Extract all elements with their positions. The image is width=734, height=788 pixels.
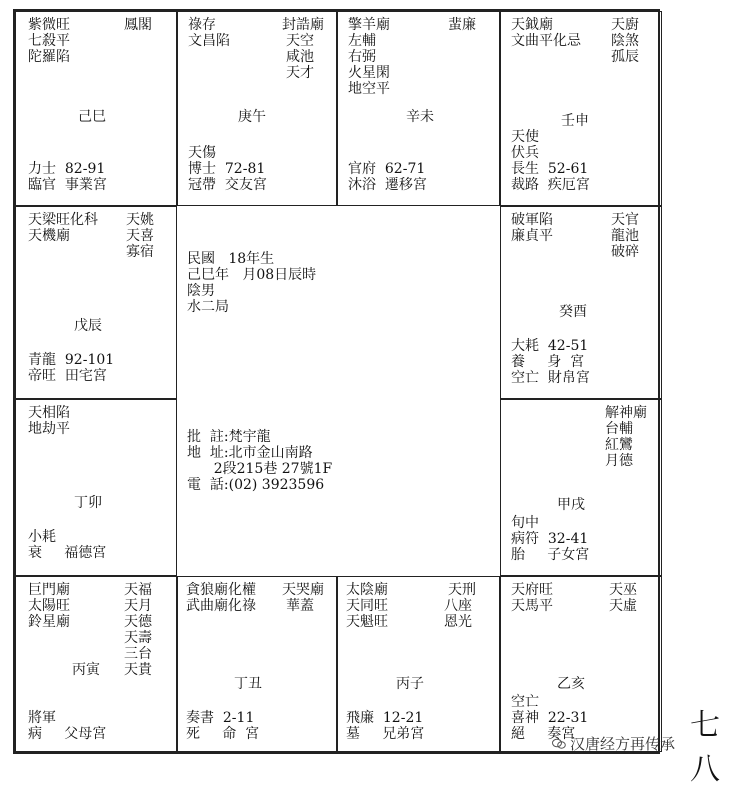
palace-zi-star-1: 太陰廟 [346,582,388,598]
palace-mao-bottom-2: 衰 福德宮 [28,545,107,561]
palace-chen-minor-3: 寡宿 [126,244,154,260]
page-number: 七八 [690,708,720,787]
palace-chou-bottom-2: 死 命 宮 [186,726,260,742]
palace-chou-branch: 丁丑 [234,676,262,692]
palace-shen-bottom-1: 天使 [511,129,539,145]
palace-wei-star-2: 左輔 [348,33,376,49]
palace-chen-star-2: 天機廟 [28,228,70,244]
palace-mao-star-2: 地劫平 [28,421,70,437]
palace-hai-bottom-2: 喜神 22-31 [511,710,589,726]
palace-xu-branch: 甲戌 [557,497,585,513]
palace-yin-star-2: 太陽旺 [28,598,70,614]
palace-yin-star-1: 巨門廟 [28,582,70,598]
palace-shen-bottom-3: 長生 52-61 [511,161,589,177]
palace-mao-bottom-1: 小耗 [28,529,56,545]
palace-shen-minor-2: 陰煞 [611,33,639,49]
palace-zi [337,576,500,752]
palace-shen-bottom-4: 裁路 疾厄宮 [511,177,590,193]
palace-hai-bottom-3: 絕 奏宮 [511,726,576,742]
palace-you-minor-1: 天官 [611,212,639,228]
palace-you-bottom-3: 空亡 財帛宮 [511,370,590,386]
palace-wei-branch: 辛未 [406,109,434,125]
palace-wei [337,11,500,206]
palace-wu [177,11,337,206]
palace-si-bottom-2: 臨官 事業宮 [28,177,107,193]
watermark [552,733,675,754]
palace-mao-branch: 丁卯 [74,495,102,511]
center-annotator: 批 註:梵宇龍 [187,429,271,445]
palace-xu-minor-1: 解神廟 [605,405,647,421]
palace-wei-minor-1: 蜚廉 [448,17,476,33]
palace-si [15,11,177,206]
center-birth-year: 民國 18年生 [187,251,275,267]
palace-wei-star-5: 地空平 [348,81,390,97]
palace-chou-bottom-1: 奏書 2-11 [186,710,255,726]
palace-wei-star-4: 火星閑 [348,65,390,81]
palace-yin-minor-3: 天德 [124,614,152,630]
palace-chen [15,206,177,399]
palace-hai-branch: 乙亥 [557,676,585,692]
chat-bubble-icon [552,738,566,750]
palace-zi-minor-2: 八座 [444,598,472,614]
palace-mao-star-1: 天相陷 [28,405,70,421]
watermark-text: 汉唐经方再传承 [570,735,676,753]
palace-yin-minor-2: 天月 [124,598,152,614]
palace-zi-minor-1: 天刑 [448,582,476,598]
palace-chou-minor-1: 天哭廟 [282,582,324,598]
palace-xu-bottom-3: 胎 子女宮 [511,547,590,563]
palace-wu-star-1: 祿存 [188,17,216,33]
palace-xu-minor-2: 台輔 [605,421,633,437]
palace-yin-bottom-2: 病 父母宮 [28,726,107,742]
center-gender: 陰男 [187,283,215,299]
palace-zi-star-3: 天魁旺 [346,614,388,630]
palace-wu-minor-2: 天空 [286,33,314,49]
palace-yin-branch: 丙寅 [72,662,100,678]
palace-xu [500,399,662,576]
palace-shen-star-1: 天鉞廟 [511,17,553,33]
palace-hai-minor-1: 天巫 [609,582,637,598]
palace-wei-bottom-2: 沐浴 遷移宮 [348,177,427,193]
palace-wu-star-2: 文昌陷 [188,33,230,49]
palace-chen-bottom-2: 帝旺 田宅宮 [28,368,107,384]
palace-you-bottom-1: 大耗 42-51 [511,338,589,354]
palace-wu-minor-4: 天才 [286,65,314,81]
palace-wu-bottom-2: 博士 72-81 [188,161,266,177]
palace-chou [177,576,337,752]
palace-xu-bottom-2: 病符 32-41 [511,531,589,547]
palace-yin-minor-5: 三台 [124,646,152,662]
center-element: 水二局 [187,299,229,315]
palace-mao [15,399,177,576]
palace-zi-bottom-2: 墓 兄弟宮 [346,726,425,742]
palace-shen-branch: 壬申 [561,113,589,129]
palace-chen-bottom-1: 青龍 92-101 [28,352,115,368]
palace-si-branch: 己巳 [78,109,106,125]
palace-you-star-2: 廉貞平 [511,228,553,244]
palace-you-minor-2: 龍池 [611,228,639,244]
palace-chou-star-2: 武曲廟化祿 [186,598,256,614]
palace-hai [500,576,662,752]
palace-zi-star-2: 天同旺 [346,598,388,614]
palace-si-star-1: 紫微旺 [28,17,70,33]
palace-wei-bottom-1: 官府 62-71 [348,161,426,177]
palace-wei-star-1: 擎羊廟 [348,17,390,33]
palace-yin [15,576,177,752]
palace-you [500,206,662,399]
palace-wu-minor-3: 咸池 [286,49,314,65]
palace-you-bottom-2: 養 身 宮 [511,354,585,370]
center-birth-date: 己巳年 月08日辰時 [187,267,317,283]
center-address: 地 址:北市金山南路 [187,445,313,461]
palace-you-minor-3: 破碎 [611,244,639,260]
palace-hai-bottom-1: 空亡 [511,694,539,710]
center-address-2: 2段215巷 27號1F [187,461,333,477]
palace-si-star-3: 陀羅陷 [28,49,70,65]
palace-si-minor-1: 鳳閣 [124,17,152,33]
palace-shen-minor-1: 天廚 [611,17,639,33]
palace-xu-minor-4: 月德 [605,453,633,469]
palace-hai-minor-2: 天虛 [609,598,637,614]
palace-wei-star-3: 右弼 [348,49,376,65]
palace-xu-bottom-1: 旬中 [511,515,539,531]
palace-chen-branch: 戊辰 [74,318,102,334]
palace-shen-minor-3: 孤辰 [611,49,639,65]
palace-you-branch: 癸酉 [559,304,587,320]
palace-wu-minor-1: 封誥廟 [282,17,324,33]
palace-yin-bottom-1: 將軍 [28,710,56,726]
palace-zi-branch: 丙子 [396,676,424,692]
palace-yin-minor-6: 天貴 [124,662,152,678]
palace-shen-bottom-2: 伏兵 [511,145,539,161]
palace-yin-minor-1: 天福 [124,582,152,598]
palace-wu-bottom-3: 冠帶 交友宮 [188,177,267,193]
palace-wu-bottom-1: 天傷 [188,145,216,161]
palace-shen [500,11,662,206]
palace-chen-star-1: 天梁旺化科 [28,212,98,228]
palace-yin-star-3: 鈴星廟 [28,614,70,630]
palace-zi-bottom-1: 飛廉 12-21 [346,710,424,726]
palace-yin-minor-4: 天壽 [124,630,152,646]
ziwei-chart [13,9,660,754]
palace-chou-star-1: 貪狼廟化權 [186,582,256,598]
palace-chen-minor-2: 天喜 [126,228,154,244]
palace-si-star-2: 七殺平 [28,33,70,49]
palace-hai-star-1: 天府旺 [511,582,553,598]
palace-si-bottom-1: 力士 82-91 [28,161,106,177]
palace-wu-branch: 庚午 [238,109,266,125]
palace-zi-minor-3: 恩光 [444,614,472,630]
palace-hai-star-2: 天馬平 [511,598,553,614]
palace-chen-minor-1: 天姚 [126,212,154,228]
center-phone: 電 話:(02) 3923596 [187,477,325,493]
center-panel [177,206,500,576]
palace-shen-star-2: 文曲平化忌 [511,33,581,49]
palace-xu-minor-3: 紅鸞 [605,437,633,453]
palace-chou-minor-2: 華蓋 [286,598,314,614]
palace-you-star-1: 破軍陷 [511,212,553,228]
